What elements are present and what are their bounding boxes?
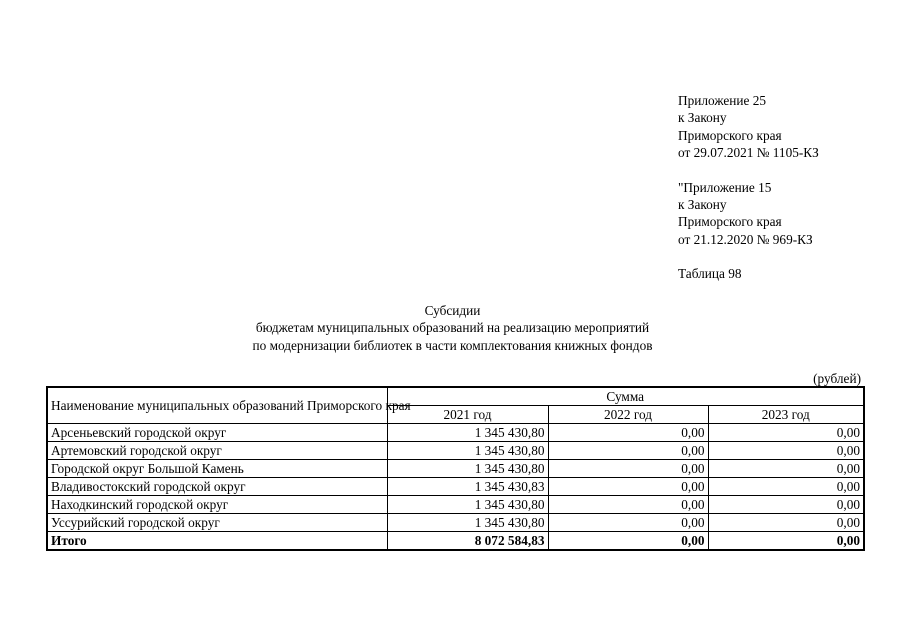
amount-2022: 0,00 — [548, 460, 708, 478]
amount-2023: 0,00 — [708, 478, 864, 496]
amount-2021: 1 345 430,80 — [387, 496, 548, 514]
appendix-law-date: от 29.07.2021 № 1105-КЗ — [678, 145, 819, 161]
amount-2023: 0,00 — [708, 424, 864, 442]
table-row — [47, 496, 864, 514]
title-line-1: Субсидии — [424, 303, 481, 318]
municipality-name: Артемовский городской округ — [47, 442, 387, 460]
table-label: Таблица 98 — [678, 266, 742, 282]
municipality-name: Арсеньевский городской округ — [47, 424, 387, 442]
year-header-2023: 2023 год — [708, 406, 864, 424]
table-row — [47, 460, 864, 478]
amount-2023: 0,00 — [708, 460, 864, 478]
amount-2023: 0,00 — [708, 514, 864, 532]
subsidies-table — [46, 386, 865, 551]
table-row — [47, 478, 864, 496]
original-law-date: от 21.12.2020 № 969-КЗ — [678, 231, 813, 247]
municipality-name: Находкинский городской округ — [47, 496, 387, 514]
amount-2022: 0,00 — [548, 478, 708, 496]
name-column-header: Наименование муниципальных образований Приморского края — [47, 387, 387, 424]
units-label: (рублей) — [813, 371, 861, 386]
year-header-2022: 2022 год — [548, 406, 708, 424]
table-row — [47, 514, 864, 532]
amount-2023: 0,00 — [708, 496, 864, 514]
amount-2022: 0,00 — [548, 496, 708, 514]
amount-2022: 0,00 — [548, 442, 708, 460]
amount-2023: 0,00 — [708, 442, 864, 460]
appendix-header — [678, 92, 819, 283]
table-row — [47, 424, 864, 442]
amount-2021: 1 345 430,80 — [387, 424, 548, 442]
document-title — [0, 302, 905, 354]
amount-2021: 1 345 430,80 — [387, 514, 548, 532]
sum-column-header: Сумма — [387, 387, 864, 406]
amount-2021: 1 345 430,83 — [387, 478, 548, 496]
appendix-number: Приложение 25 — [678, 93, 766, 108]
appendix-law-ref: к Закону — [678, 110, 727, 126]
year-header-2021: 2021 год — [387, 406, 548, 424]
original-appendix-number: "Приложение 15 — [678, 179, 772, 195]
municipality-name: Владивостокский городской округ — [47, 478, 387, 496]
title-line-3: по модернизации библиотек в части комплектования книжных фондов — [252, 337, 653, 353]
total-2022: 0,00 — [548, 532, 708, 551]
municipality-name: Городской округ Большой Камень — [47, 460, 387, 478]
municipality-name: Уссурийский городской округ — [47, 514, 387, 532]
table-row — [47, 442, 864, 460]
original-region: Приморского края — [678, 214, 782, 230]
amount-2022: 0,00 — [548, 514, 708, 532]
total-2021: 8 072 584,83 — [387, 532, 548, 551]
total-2023: 0,00 — [708, 532, 864, 551]
total-row — [47, 532, 864, 551]
amount-2021: 1 345 430,80 — [387, 442, 548, 460]
title-line-2: бюджетам муниципальных образований на реализацию мероприятий — [255, 320, 650, 336]
original-law-ref: к Закону — [678, 197, 727, 213]
appendix-region: Приморского края — [678, 127, 782, 143]
amount-2021: 1 345 430,80 — [387, 460, 548, 478]
amount-2022: 0,00 — [548, 424, 708, 442]
total-label: Итого — [47, 532, 387, 551]
